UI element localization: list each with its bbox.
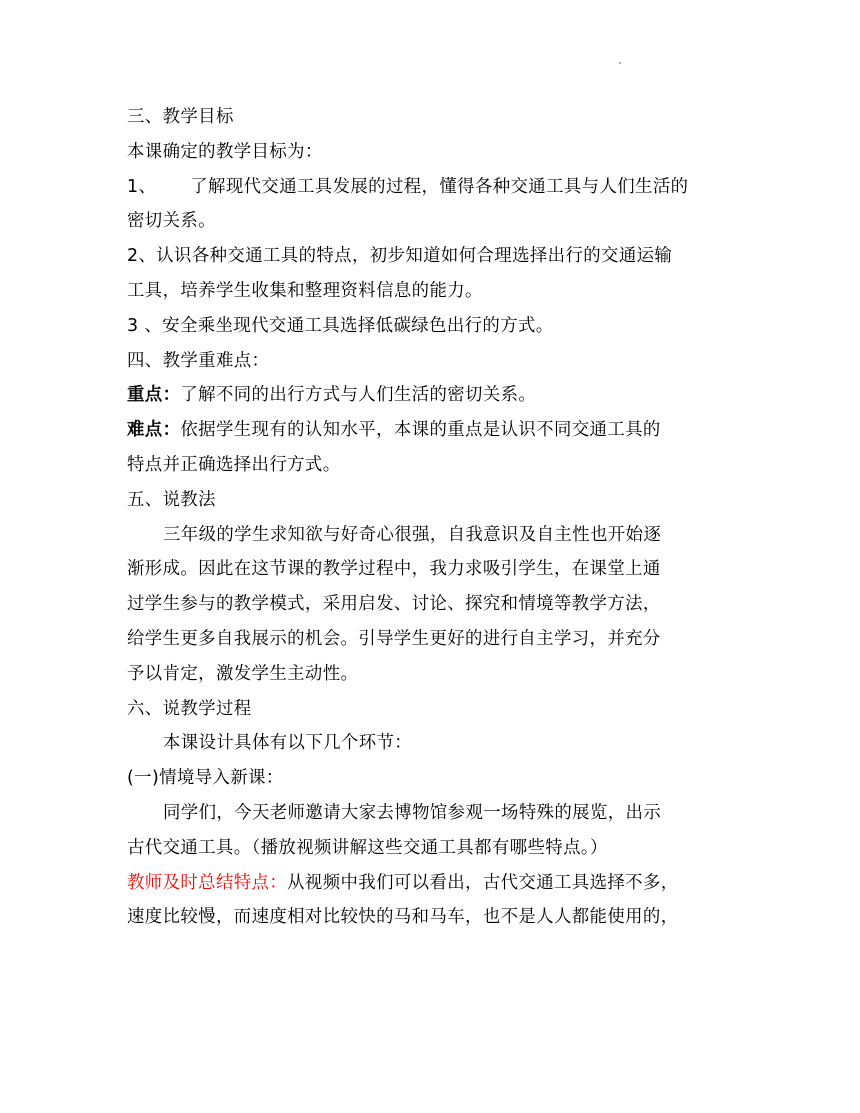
goal-1-text: 了解现代交通工具发展的过程，懂得各种交通工具与人们生活的 — [190, 176, 689, 197]
goal-3: 3 、安全乘坐现代交通工具选择低碳绿色出行的方式。 — [127, 315, 554, 336]
summary-label: 教师及时总结特点： — [127, 872, 288, 893]
summary-line-2: 速度比较慢，而速度相对比较快的马和马车，也不是人人都能使用的， — [127, 907, 679, 928]
difficult-point-line-1 — [127, 413, 731, 448]
section-5-paragraph-line-1: 三年级的学生求知欲与好奇心很强，自我意识及自主性也开始逐 — [163, 524, 662, 545]
section-5-heading: 五、说教法 — [127, 489, 216, 510]
section-5-paragraph-line-4: 给学生更多自我展示的机会。引导学生更好的进行自主学习，并充分 — [127, 628, 661, 649]
step-1-heading: (一)情境导入新课： — [127, 768, 284, 789]
section-5-paragraph-line-3: 过学生参与的教学模式，采用启发、讨论、探究和情境等教学方法， — [127, 594, 661, 615]
difficult-point-text: 依据学生现有的认知水平，本课的重点是认识不同交通工具的 — [180, 420, 661, 441]
section-3-intro: 本课确定的教学目标为： — [127, 141, 323, 162]
page-marker-dot — [619, 62, 621, 64]
document-body — [127, 100, 731, 935]
goal-1-number: 1、 — [127, 176, 157, 197]
section-5-paragraph-line-2: 渐形成。因此在这节课的教学过程中，我力求吸引学生，在课堂上通 — [127, 559, 661, 580]
section-3-heading: 三、教学目标 — [127, 107, 234, 127]
key-point-label: 重点： — [127, 385, 181, 406]
goal-1-line-2: 密切关系。 — [127, 211, 216, 232]
goal-2-line-1: 2、认识各种交通工具的特点，初步知道如何合理选择出行的交通运输 — [127, 246, 673, 267]
section-5-paragraph-line-5: 予以肯定，激发学生主动性。 — [127, 663, 359, 684]
section-4-heading: 四、教学重难点： — [127, 350, 270, 371]
section-6-heading: 六、说教学过程 — [127, 698, 252, 719]
goal-1-line-1 — [127, 170, 731, 205]
difficult-point-label: 难点： — [127, 420, 181, 441]
step-1-paragraph-line-1: 同学们，今天老师邀请大家去博物馆参观一场特殊的展览，出示 — [163, 802, 662, 823]
summary-text: 从视频中我们可以看出，古代交通工具选择不多， — [287, 872, 679, 893]
key-point-text: 了解不同的出行方式与人们生活的密切关系。 — [180, 385, 537, 406]
section-6-intro: 本课设计具体有以下几个环节： — [163, 733, 413, 754]
goal-2-line-2: 工具，培养学生收集和整理资料信息的能力。 — [127, 280, 483, 301]
summary-line-1 — [127, 866, 731, 901]
step-1-paragraph-line-2: 古代交通工具。（播放视频讲解这些交通工具都有哪些特点。） — [127, 837, 608, 858]
difficult-point-line-2: 特点并正确选择出行方式。 — [127, 454, 341, 475]
key-point — [127, 378, 731, 413]
